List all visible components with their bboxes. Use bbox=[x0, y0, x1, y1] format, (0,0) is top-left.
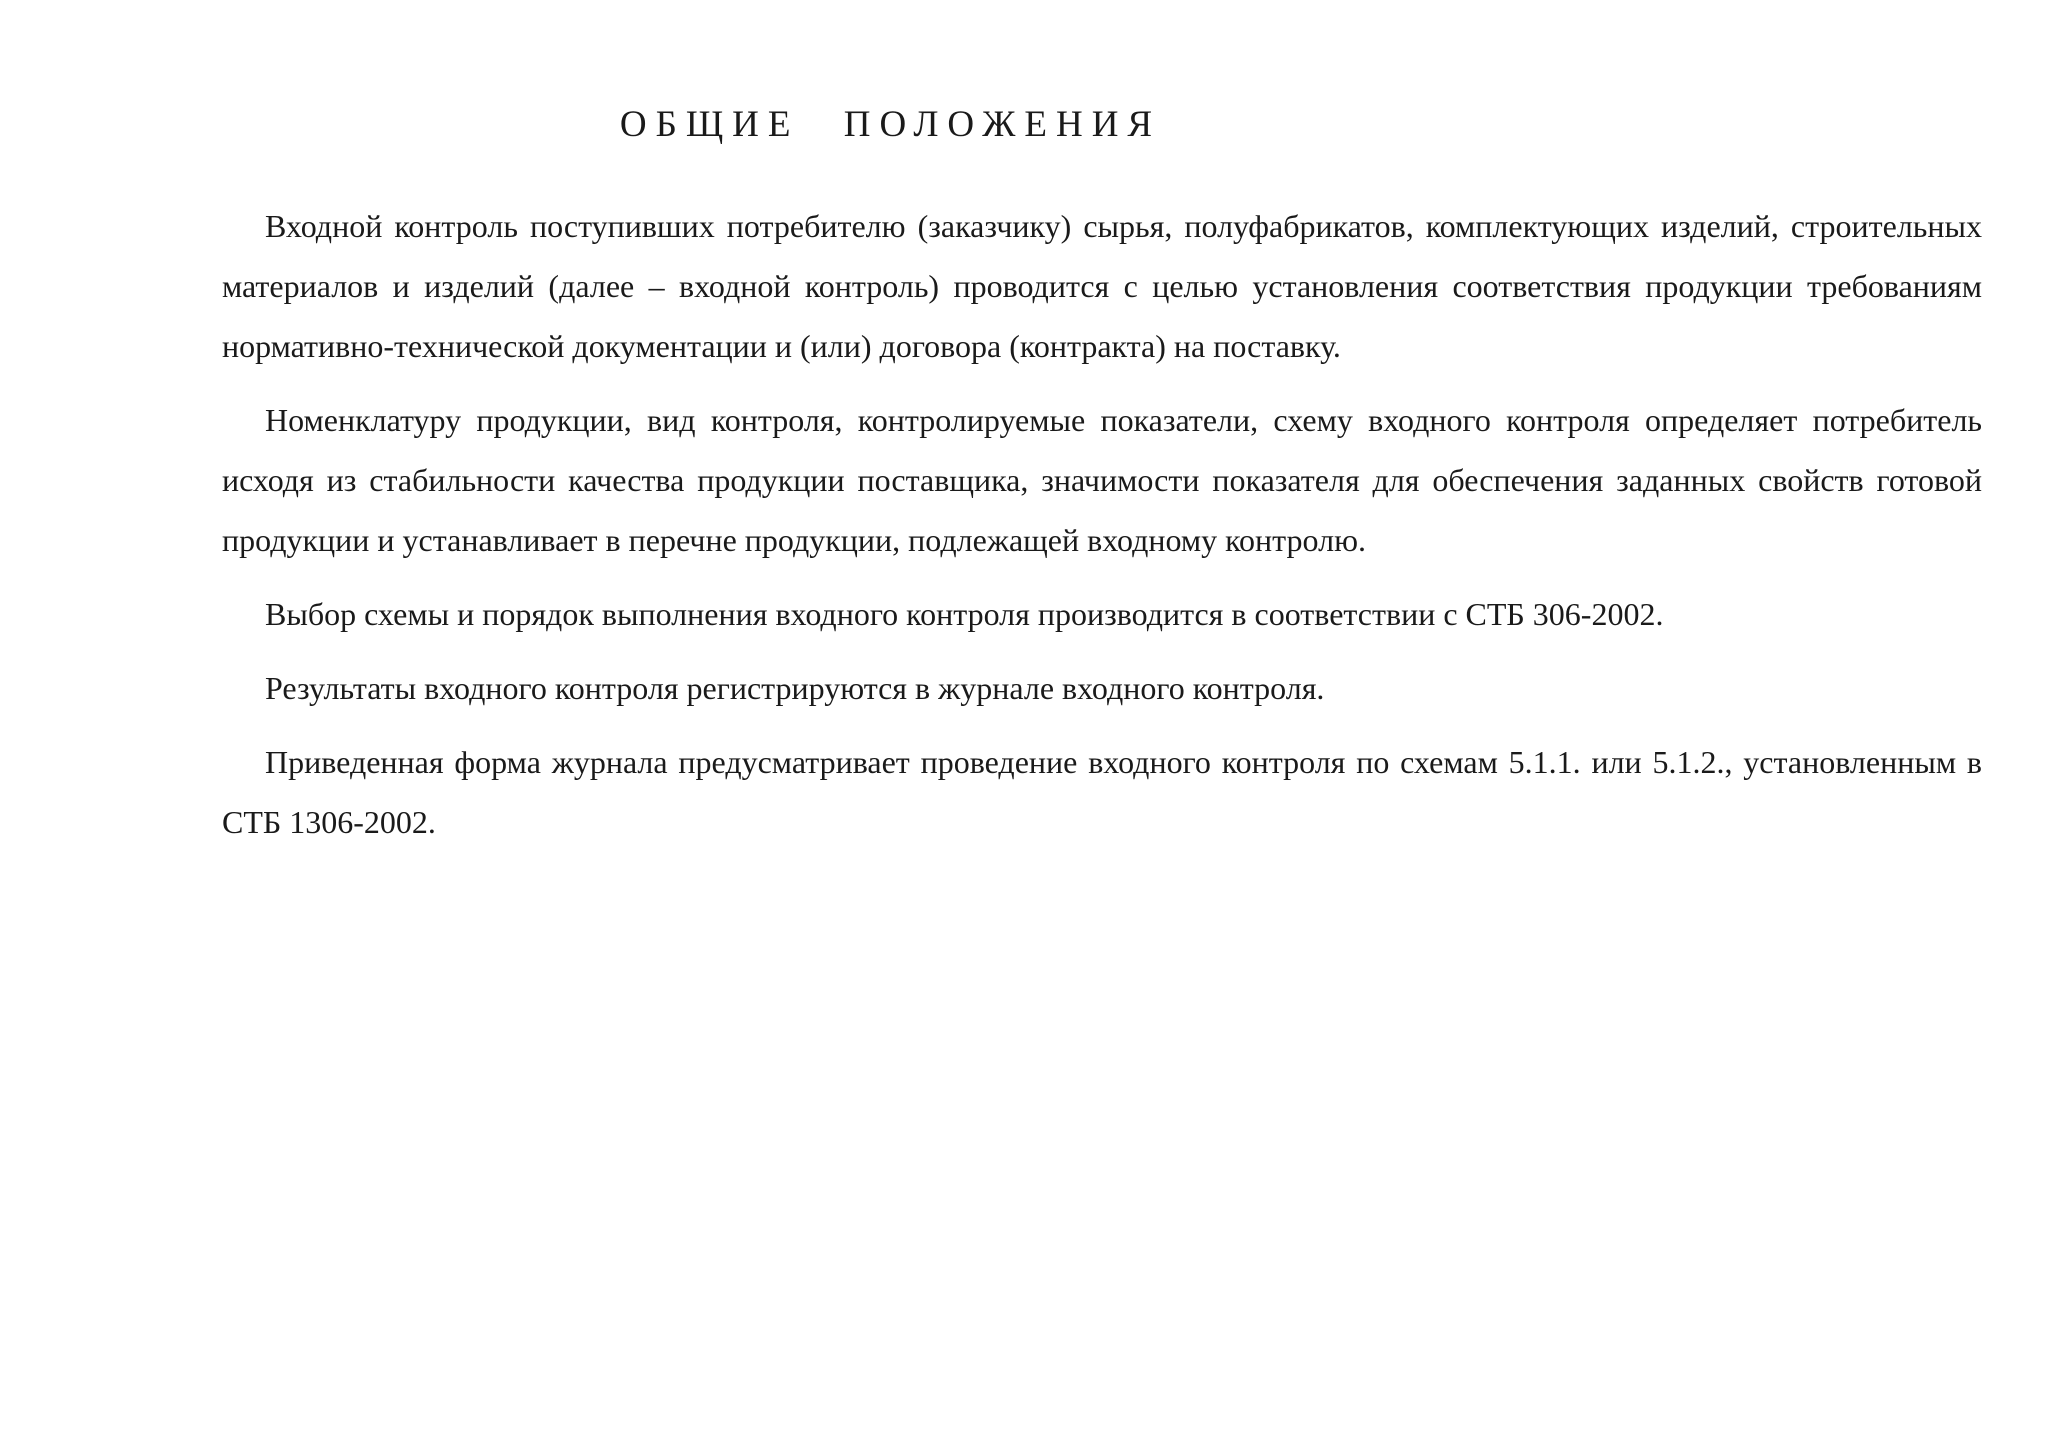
page-title: ОБЩИЕ ПОЛОЖЕНИЯ bbox=[619, 104, 1162, 145]
paragraph-incoming-control-definition: Входной контроль поступивших потребителю (заказчику) сырья, полуфабрикатов, комплектующих изделий, строительных материалов и изделий (далее – входной контроль) проводится с целью установления соответствия продукции требованиям нормативно-технической документации и (или) договора (контракта) на поставку. bbox=[222, 208, 1982, 364]
paragraph-product-nomenclature: Номенклатуру продукции, вид контроля, контролируемые показатели, схему входного контроля определяет потребитель исходя из стабильности качества продукции поставщика, значимости показателя для обеспечения заданных свойств готовой продукции и устанавливает в перечне продукции, подлежащей входному контролю. bbox=[222, 402, 1982, 558]
paragraph-results-registration: Результаты входного контроля регистрируются в журнале входного контроля. bbox=[265, 670, 1325, 706]
paragraph-journal-form: Приведенная форма журнала предусматривает проведение входного контроля по схемам 5.1.1. или 5.1.2., установленным в СТБ 1306-2002. bbox=[222, 744, 1982, 840]
document-body bbox=[222, 196, 1982, 866]
paragraph-scheme-selection: Выбор схемы и порядок выполнения входного контроля производится в соответствии с СТБ 306-2002. bbox=[265, 596, 1664, 632]
